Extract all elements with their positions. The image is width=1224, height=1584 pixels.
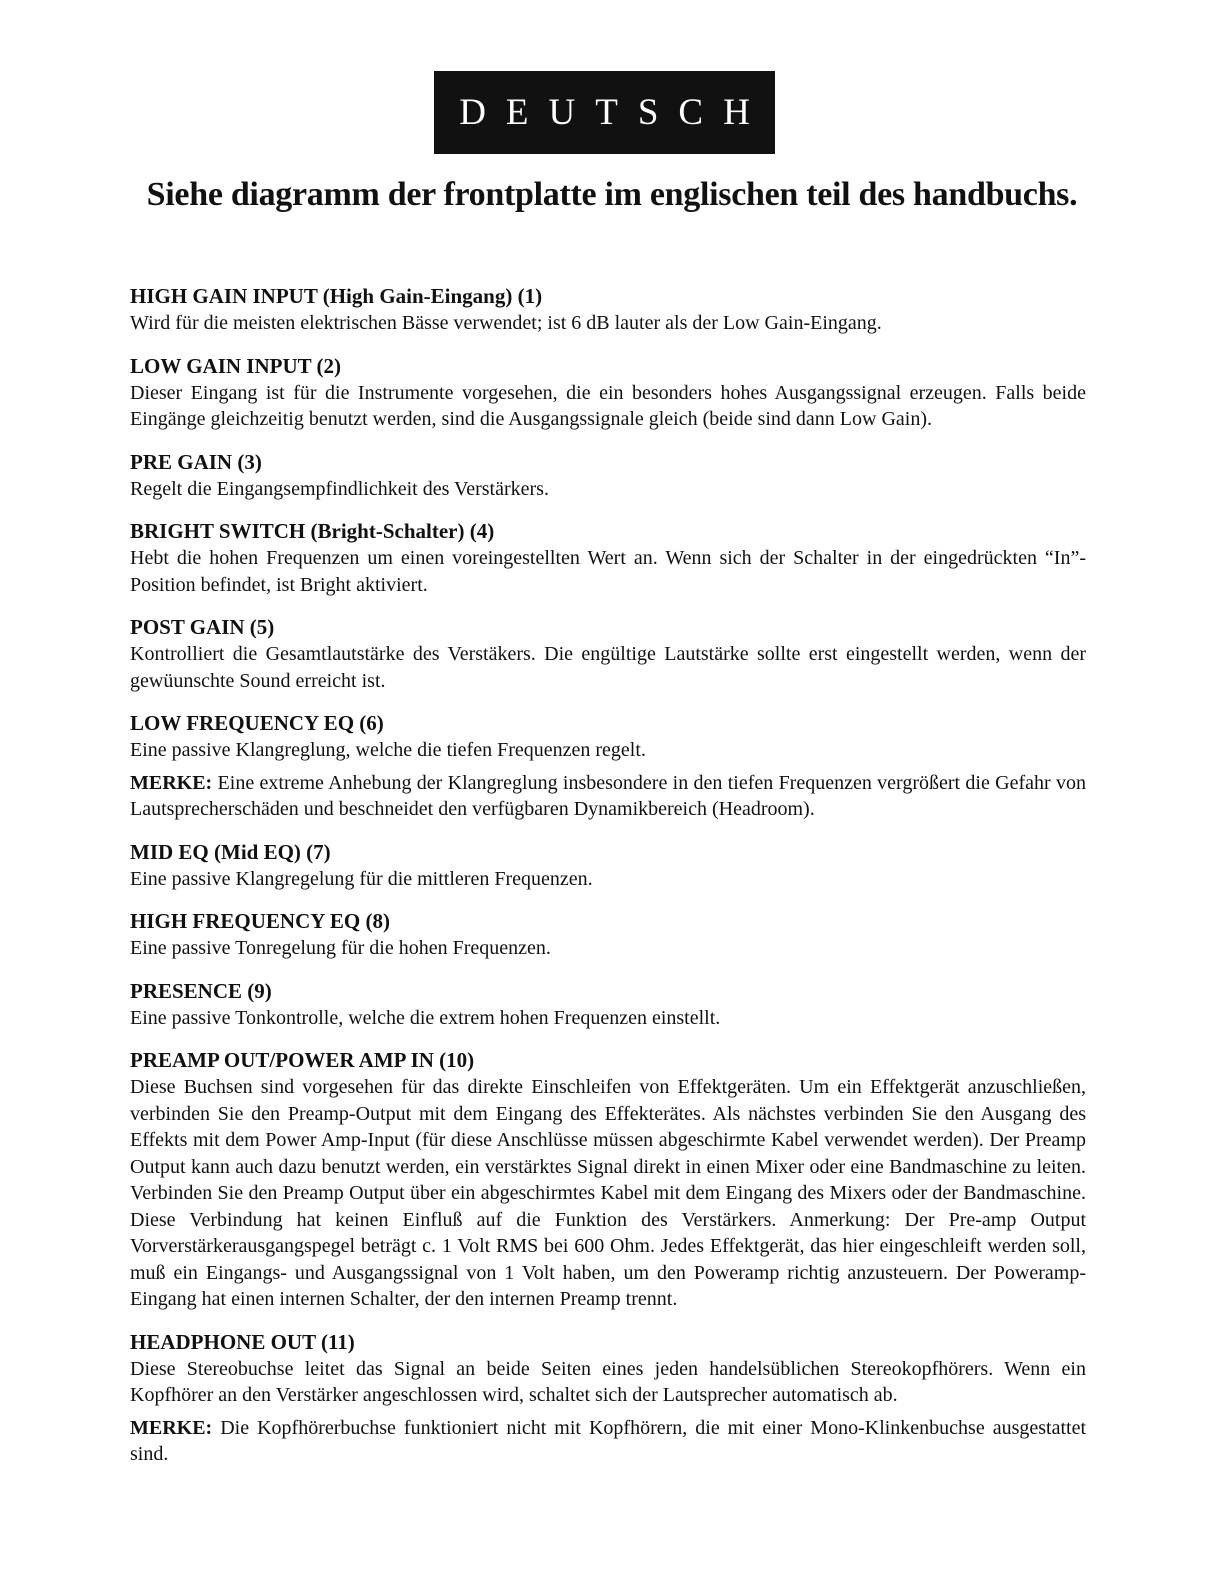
- section-post-gain: [130, 614, 1086, 694]
- section-text: Eine passive Klangregelung für die mittleren Frequenzen.: [130, 867, 593, 890]
- section-bright-switch: [130, 518, 1086, 598]
- manual-content: [130, 283, 1086, 1484]
- section-text: Diese Buchsen sind vorgesehen für das direkte Einschleifen von Effektgeräten. Um ein Effektgerät anzuschließen, verbinden Sie den Preamp-Output mit dem Eingang des Effekterätes. Als nächstes verbinden Sie den Ausgang des Effekts mit dem Power Amp-Input (für diese Anschlüsse müssen abgeschirmte Kabel verwendet werden). Der Preamp Output kann auch dazu benutzt werden, ein verstärktes Signal direkt in einen Mixer oder eine Bandmaschine zu leiten. Verbinden Sie den Preamp Output über ein abgeschirmtes Kabel mit dem Eingang des Mixers oder der Bandmaschine. Diese Verbindung hat keinen Einfluß auf die Funktion des Verstärkers. Anmerkung: Der Pre-amp Output Vorverstärkerausgangspegel beträgt c. 1 Volt RMS bei 600 Ohm. Jedes Effektgerät, das hier eingeschleift werden soll, muß ein Eingangs- und Ausgangssignal von 1 Volt haben, um den Poweramp richtig anzusteuern. Der Poweramp-Eingang hat einen internen Schalter, der den internen Preamp trennt.: [130, 1076, 1086, 1310]
- section-heading: MID EQ (Mid EQ) (7): [130, 839, 331, 864]
- section-heading: HEADPHONE OUT (11): [130, 1329, 355, 1354]
- section-heading: PRE GAIN (3): [130, 449, 262, 474]
- section-heading: BRIGHT SWITCH (Bright-Schalter) (4): [130, 519, 495, 543]
- section-heading: LOW FREQUENCY EQ (6): [130, 711, 384, 735]
- section-text: Regelt die Eingangsempfindlichkeit des Verstärkers.: [130, 477, 549, 500]
- section-heading: HIGH FREQUENCY EQ (8): [130, 909, 390, 933]
- section-text: Eine passive Tonkontrolle, welche die extrem hohen Frequenzen einstellt.: [130, 1006, 721, 1029]
- note-label: MERKE:: [130, 1416, 213, 1439]
- section-text: Kontrolliert die Gesamtlautstärke des Verstäkers. Die engültige Lautstärke sollte erst eingestellt werden, wenn der gewüunschte Sound erreicht ist.: [130, 643, 1086, 692]
- section-text: Hebt die hohen Frequenzen um einen voreingestellten Wert an. Wenn sich der Schalter in der eingedrückten “In”-Position befindet, ist Bright aktiviert.: [130, 547, 1086, 596]
- section-mid-eq: [130, 839, 1086, 893]
- note-text: Die Kopfhörerbuchse funktioniert nicht mit Kopfhörern, die mit einer Mono-Klinkenbuchse ausgestattet sind.: [130, 1416, 1087, 1465]
- section-heading: HIGH GAIN INPUT (High Gain-Eingang) (1): [130, 284, 543, 308]
- note-label: MERKE:: [130, 771, 213, 794]
- section-note: [130, 770, 1086, 823]
- section-presence: [130, 978, 1086, 1032]
- section-heading: PREAMP OUT/POWER AMP IN (10): [130, 1048, 475, 1072]
- page-subtitle: Siehe diagramm der frontplatte im englischen teil des handbuchs.: [146, 176, 1078, 213]
- section-text: Eine passive Klangreglung, welche die tiefen Frequenzen regelt.: [130, 739, 646, 761]
- section-text: Wird für die meisten elektrischen Bässe verwendet; ist 6 dB lauter als der Low Gain-Eingang.: [130, 312, 882, 334]
- section-pre-gain: [130, 449, 1086, 503]
- section-high-gain-input: [130, 283, 1086, 337]
- section-note: [130, 1415, 1086, 1468]
- language-label: DEUTSCH: [434, 71, 775, 154]
- section-text: Eine passive Tonregelung für die hohen Frequenzen.: [130, 937, 551, 959]
- section-low-frequency-eq: [130, 710, 1086, 823]
- section-text: Diese Stereobuchse leitet das Signal an beide Seiten eines jeden handelsüblichen Stereokopfhörers. Wenn ein Kopfhörer an den Verstärker angeschlossen wird, schaltet sich der Lautsprecher automatisch ab.: [130, 1357, 1086, 1406]
- section-heading: LOW GAIN INPUT (2): [130, 353, 341, 378]
- section-high-frequency-eq: [130, 908, 1086, 962]
- section-heading: POST GAIN (5): [130, 615, 275, 639]
- section-low-gain-input: [130, 353, 1086, 433]
- section-heading: PRESENCE (9): [130, 978, 272, 1003]
- note-text: Eine extreme Anhebung der Klangreglung insbesondere in den tiefen Frequenzen vergrößert die Gefahr von Lautsprecherschäden und beschneidet den verfügbaren Dynamikbereich (Headroom).: [130, 771, 1087, 820]
- section-preamp-out-power-amp-in: [130, 1047, 1086, 1313]
- section-headphone-out: [130, 1329, 1086, 1468]
- section-text: Dieser Eingang ist für die Instrumente vorgesehen, die ein besonders hohes Ausgangssignal erzeugen. Falls beide Eingänge gleichzeitig benutzt werden, sind die Ausgangssignale gleich (beide sind dann Low Gain).: [130, 381, 1086, 430]
